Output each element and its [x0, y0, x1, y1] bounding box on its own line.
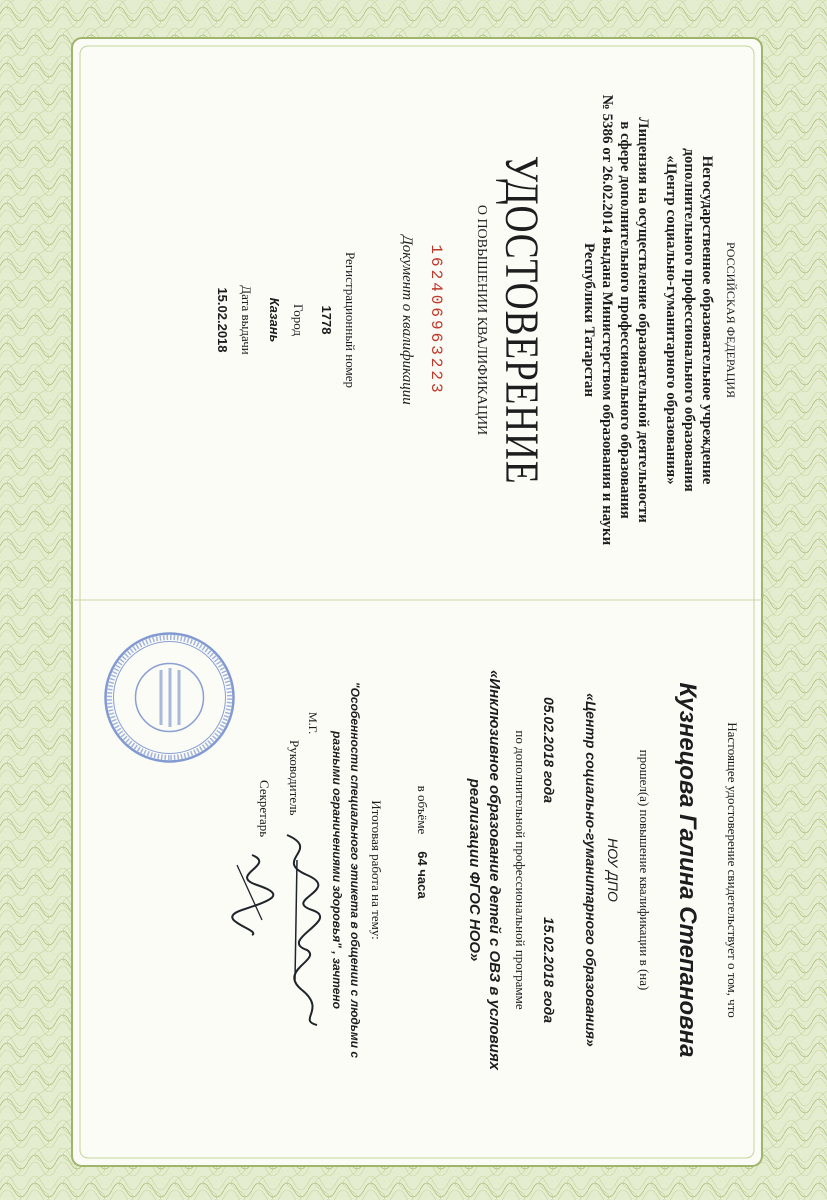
- doc-serial-number: 162406963223: [427, 244, 445, 396]
- institution-short: НОУ ДПО: [605, 838, 621, 902]
- volume-value: 64 часа: [415, 851, 430, 899]
- license-line-2: в сфере дополнительного профессионального образования: [617, 121, 633, 519]
- program-line-2: реализации ФГОС НОО»: [466, 778, 483, 962]
- doc-subtitle: О ПОВЫШЕНИИ КВАЛИФИКАЦИИ: [474, 204, 489, 436]
- doc-type: Документ о квалификации: [399, 235, 415, 405]
- program-intro: по дополнительной профессиональной программе: [513, 730, 528, 1010]
- secretary-signature: [222, 850, 282, 940]
- org-line-2: дополнительного профессионального образования: [681, 148, 697, 492]
- reg-number-value: 1778: [319, 305, 334, 335]
- director-initials: М.Г.: [306, 712, 320, 735]
- secretary-label: Секретарь: [257, 780, 272, 838]
- license-line-4: Республики Татарстан: [581, 242, 597, 398]
- volume-label: в объёме: [415, 785, 430, 835]
- date-from: 05.02.2018 года: [541, 696, 557, 804]
- final-work-line-2: разными ограничениями здоровья" , зачтено: [330, 731, 344, 1009]
- reg-number-label: Регистрационный номер: [343, 252, 358, 388]
- license-line-3: № 5386 от 26.02.2014 выдана Министерством образования и науки: [599, 94, 615, 546]
- final-work-line-1: "Особенности специального этикета в общении с людьми с: [348, 681, 362, 1059]
- doc-title: УДОСТОВЕРЕНИЕ: [495, 155, 548, 485]
- city-value: Казань: [267, 297, 282, 343]
- license-line-1: Лицензия на осуществление образовательной деятельности: [635, 117, 651, 523]
- director-label: Руководитель: [287, 740, 302, 816]
- issue-date-label: Дата выдачи: [239, 285, 254, 355]
- completed-text: прошел(а) повышение квалификации в (на): [637, 749, 652, 991]
- intro-text: Настоящее удостоверение свидетельствует о том, что: [725, 722, 740, 1018]
- holder-name: Кузнецова Галина Степановна: [674, 682, 701, 1058]
- organization-seal: [102, 630, 237, 765]
- org-line-1: Негосударственное образовательное учреждение: [699, 155, 715, 485]
- org-line-3: «Центр социально-гуманитарного образования»: [663, 155, 679, 485]
- date-to: 15.02.2018 года: [541, 916, 557, 1024]
- program-line-1: «Инклюзивное образование детей с ОВЗ в условиях: [486, 669, 503, 1071]
- issue-date-value: 15.02.2018: [215, 287, 230, 353]
- final-work-label: Итоговая работа на тему:: [369, 800, 384, 940]
- institution-full: «Центр социально-гуманитарного образования»: [583, 693, 599, 1047]
- city-label: Город: [291, 303, 306, 337]
- country-label: РОССИЙСКАЯ ФЕДЕРАЦИЯ: [724, 241, 738, 399]
